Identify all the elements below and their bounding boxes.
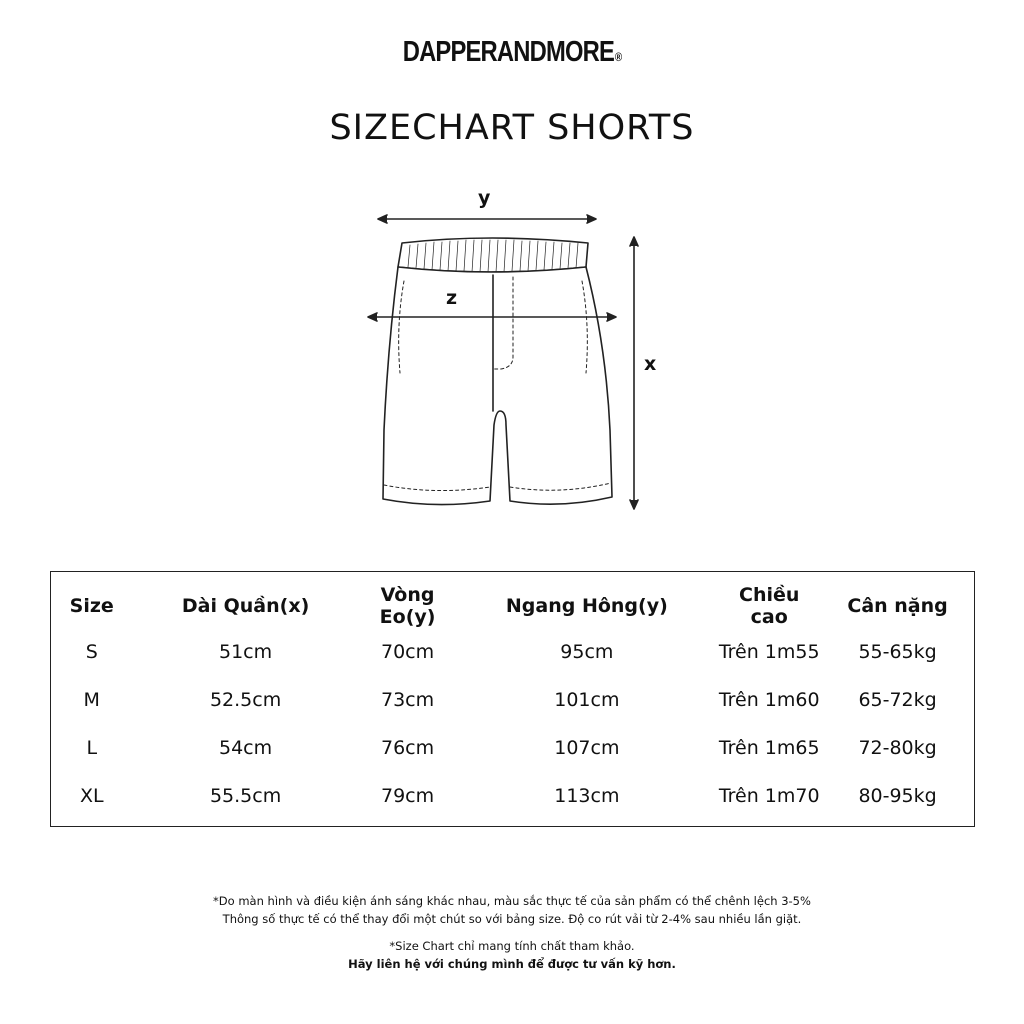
- cell-hip: 113cm: [554, 785, 620, 807]
- cell-hip: 107cm: [554, 737, 620, 759]
- cell-waist: 70cm: [380, 641, 435, 663]
- cell-waist: 76cm: [380, 737, 435, 759]
- page-title: SIZECHART SHORTS: [329, 108, 695, 148]
- cell-size: S: [85, 641, 98, 663]
- cell-height: Trên 1m60: [718, 689, 820, 711]
- hip-arrow-left-head: [368, 313, 377, 321]
- cell-length: 55.5cm: [209, 785, 282, 807]
- note-shrinkage: Thông số thực tế có thể thay đổi một chút so với bảng size. Độ co rút vải từ 2-4% sau nhiều lần giặt.: [222, 912, 802, 926]
- cell-length: 52.5cm: [209, 689, 282, 711]
- brand-name: DAPPERANDMORE: [402, 36, 615, 68]
- cell-height: Trên 1m55: [718, 641, 820, 663]
- cell-height: Trên 1m65: [718, 737, 820, 759]
- cell-weight: 55-65kg: [858, 641, 937, 663]
- table-header-row: [51, 584, 974, 628]
- size-table: [50, 571, 975, 827]
- waistband: [398, 238, 588, 272]
- cell-size: M: [83, 689, 100, 711]
- footnotes: [0, 892, 1024, 973]
- header-waist: Vòng Eo(y): [379, 584, 436, 628]
- shorts-illustration: [350, 185, 670, 525]
- hip-label: z: [446, 287, 458, 309]
- length-arrow-top-head: [630, 237, 638, 246]
- header-size: Size: [69, 595, 114, 617]
- cell-hip: 95cm: [560, 641, 614, 663]
- cell-weight: 65-72kg: [858, 689, 937, 711]
- table-row: [51, 628, 974, 676]
- table-row: [51, 772, 974, 820]
- cell-waist: 79cm: [380, 785, 435, 807]
- length-label: x: [644, 353, 657, 375]
- note-contact: Hãy liên hệ với chúng mình để được tư vấn kỹ hơn.: [348, 957, 676, 971]
- note-reference: *Size Chart chỉ mang tính chất tham khảo.: [389, 939, 635, 953]
- cell-weight: 72-80kg: [858, 737, 937, 759]
- shorts-body: [383, 267, 612, 505]
- cell-length: 54cm: [219, 737, 273, 759]
- header-weight: Cân nặng: [847, 595, 948, 617]
- cell-hip: 101cm: [554, 689, 620, 711]
- cell-length: 51cm: [219, 641, 273, 663]
- cell-weight: 80-95kg: [858, 785, 937, 807]
- cell-height: Trên 1m70: [718, 785, 820, 807]
- table-row: [51, 724, 974, 772]
- waist-arrow-right-head: [587, 215, 596, 223]
- registered-mark: ®: [614, 50, 622, 64]
- cell-size: XL: [79, 785, 104, 807]
- cell-size: L: [86, 737, 98, 759]
- shorts-diagram: [350, 185, 670, 529]
- length-arrow-bottom-head: [630, 500, 638, 509]
- header-hip: Ngang Hông(y): [505, 595, 668, 617]
- brand-logo: [92, 36, 932, 69]
- hip-arrow-right-head: [607, 313, 616, 321]
- header-length: Dài Quần(x): [181, 595, 310, 617]
- header-height: Chiều cao: [739, 584, 800, 628]
- table-row: [51, 676, 974, 724]
- note-color-disclaimer: *Do màn hình và điều kiện ánh sáng khác nhau, màu sắc thực tế của sản phẩm có thể chênh lệch 3-5%: [213, 894, 811, 908]
- cell-waist: 73cm: [380, 689, 435, 711]
- waist-label: y: [478, 187, 491, 209]
- waist-arrow-left-head: [378, 215, 387, 223]
